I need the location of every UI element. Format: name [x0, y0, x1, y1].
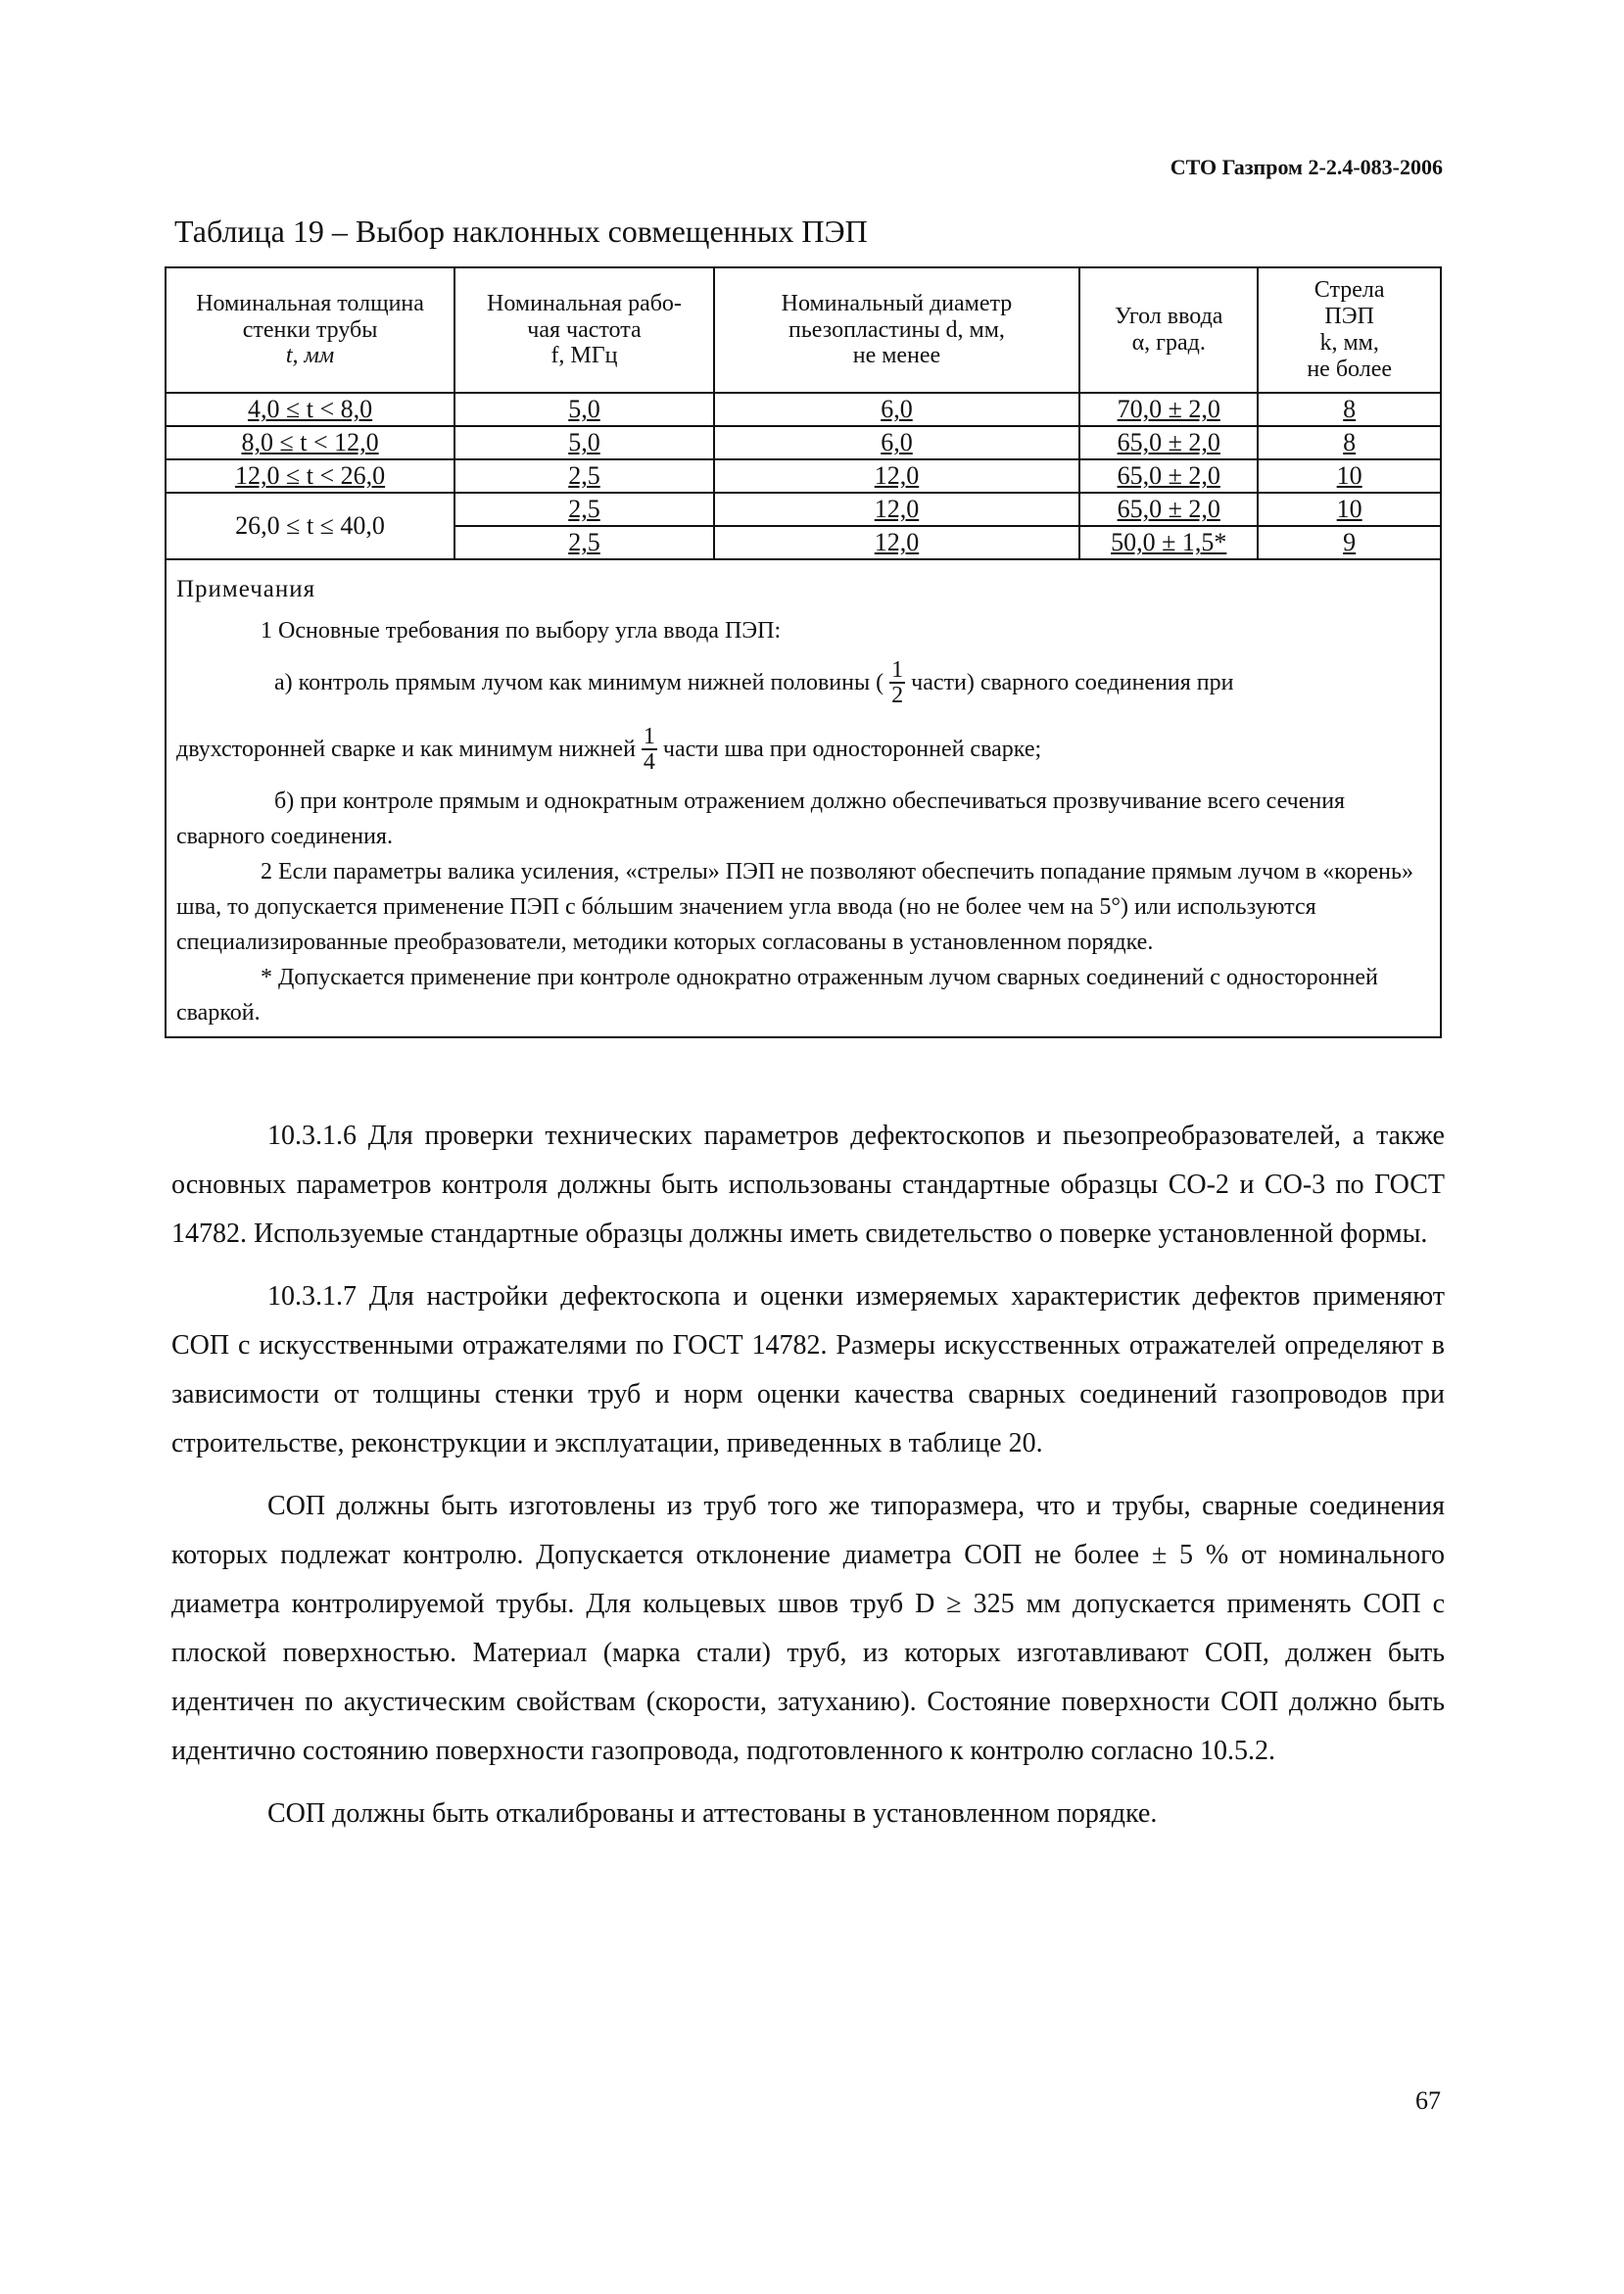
note-1a: а) контроль прямым лучом как минимум нижней половины ( $\frac{1}{2}$ части) сварного соединения при	[274, 657, 1234, 708]
note-1a-cont: двухсторонней сварке и как минимум нижней $\frac{1}{4}$ части шва при односторонней сварке;	[176, 724, 1042, 775]
paragraph-sop-manufacture: СОП должны быть изготовлены из труб того же типоразмера, что и трубы, сварные соединения которых подлежат контролю. Допускается отклонение диаметра СОП не более ± 5 % от номинального диаметра контролируемой трубы. Для кольцевых швов труб D ≥ 325 мм допускается применять СОП с плоской поверхностью. Материал (марка стали) труб, из которых изготавливают СОП, должен быть идентичен по акустическим свойствам (скорости, затуханию). Состояние поверхности СОП должно быть идентично состоянию поверхности газопровода, подготовленного к контролю согласно 10.5.2.	[171, 1491, 1445, 1766]
table-notes	[165, 560, 1442, 1038]
paragraph-10-3-1-7: 10.3.1.7 Для настройки дефектоскопа и оценки измеряемых характеристик дефектов применяют СОП с искусственными отражателями по ГОСТ 14782. Размеры искусственных отражателей определяют в зависимости от толщины стенки труб и норм оценки качества сварных соединений газопроводов при строительстве, реконструкции и эксплуатации, приведенных в таблице 20.	[171, 1281, 1445, 1458]
note-1b: б) при контроле прямым и однократным отражением должно обеспечиваться прозвучивание всего сечения сварного соединения.	[176, 789, 1346, 849]
col-header-thickness: Номинальная толщина стенки трубы t, мм	[166, 267, 454, 393]
table-row: 12,0 ≤ t < 26,0 2,5 12,0 65,0 ± 2,0 10	[166, 459, 1441, 493]
table-row: 4,0 ≤ t < 8,0 5,0 6,0 70,0 ± 2,0 8	[166, 393, 1441, 426]
fraction-one-quarter: $\frac{1}{4}$	[643, 724, 655, 775]
notes-title: Примечания	[176, 576, 316, 602]
note-1: 1 Основные требования по выбору угла ввода ПЭП:	[261, 618, 782, 644]
page-number: 67	[1415, 2086, 1441, 2115]
document-code: СТО Газпром 2-2.4-083-2006	[1170, 155, 1443, 179]
table-header-row	[166, 267, 1441, 393]
group-thickness: 26,0 ≤ t ≤ 40,0	[166, 493, 454, 559]
probe-selection-table	[165, 266, 1442, 560]
col-header-angle: Угол ввода α, град.	[1079, 267, 1258, 393]
col-header-frequency: Номинальная рабо- чая частота f, МГц	[454, 267, 714, 393]
note-2: 2 Если параметры валика усиления, «стрелы» ПЭП не позволяют обеспечить попадание прямым лучом в «корень» шва, то допускается применение ПЭП с бóльшим значением угла ввода (но не более чем на 5°) или используются специализированные преобразователи, методики которых согласованы в установленном порядке.	[176, 859, 1413, 955]
col-header-diameter: Номинальный диаметр пьезопластины d, мм, не менее	[714, 267, 1079, 393]
fraction-one-half: $\frac{1}{2}$	[891, 657, 904, 708]
table-row: 26,0 ≤ t ≤ 40,0 2,5 12,0 65,0 ± 2,0 10	[166, 493, 1441, 526]
paragraph-sop-calibration: СОП должны быть откалиброваны и аттестованы в установленном порядке.	[267, 1798, 1158, 1829]
table-row: 2,5 12,0 50,0 ± 1,5* 9	[166, 526, 1441, 559]
table-title: Таблица 19 – Выбор наклонных совмещенных ПЭП	[174, 214, 868, 249]
paragraph-10-3-1-6: 10.3.1.6 Для проверки технических параметров дефектоскопов и пьезопреобразователей, а также основных параметров контроля должны быть использованы стандартные образцы СО-2 и СО-3 по ГОСТ 14782. Используемые стандартные образцы должны иметь свидетельство о поверке установленной формы.	[171, 1121, 1445, 1249]
table-row: 8,0 ≤ t < 12,0 5,0 6,0 65,0 ± 2,0 8	[166, 426, 1441, 459]
body-text	[171, 1112, 1445, 1852]
note-star: * Допускается применение при контроле однократно отраженным лучом сварных соединений с односторонней сваркой.	[176, 965, 1378, 1026]
col-header-arrow: Стрела ПЭП k, мм, не более	[1258, 267, 1441, 393]
table-19	[165, 266, 1442, 1038]
